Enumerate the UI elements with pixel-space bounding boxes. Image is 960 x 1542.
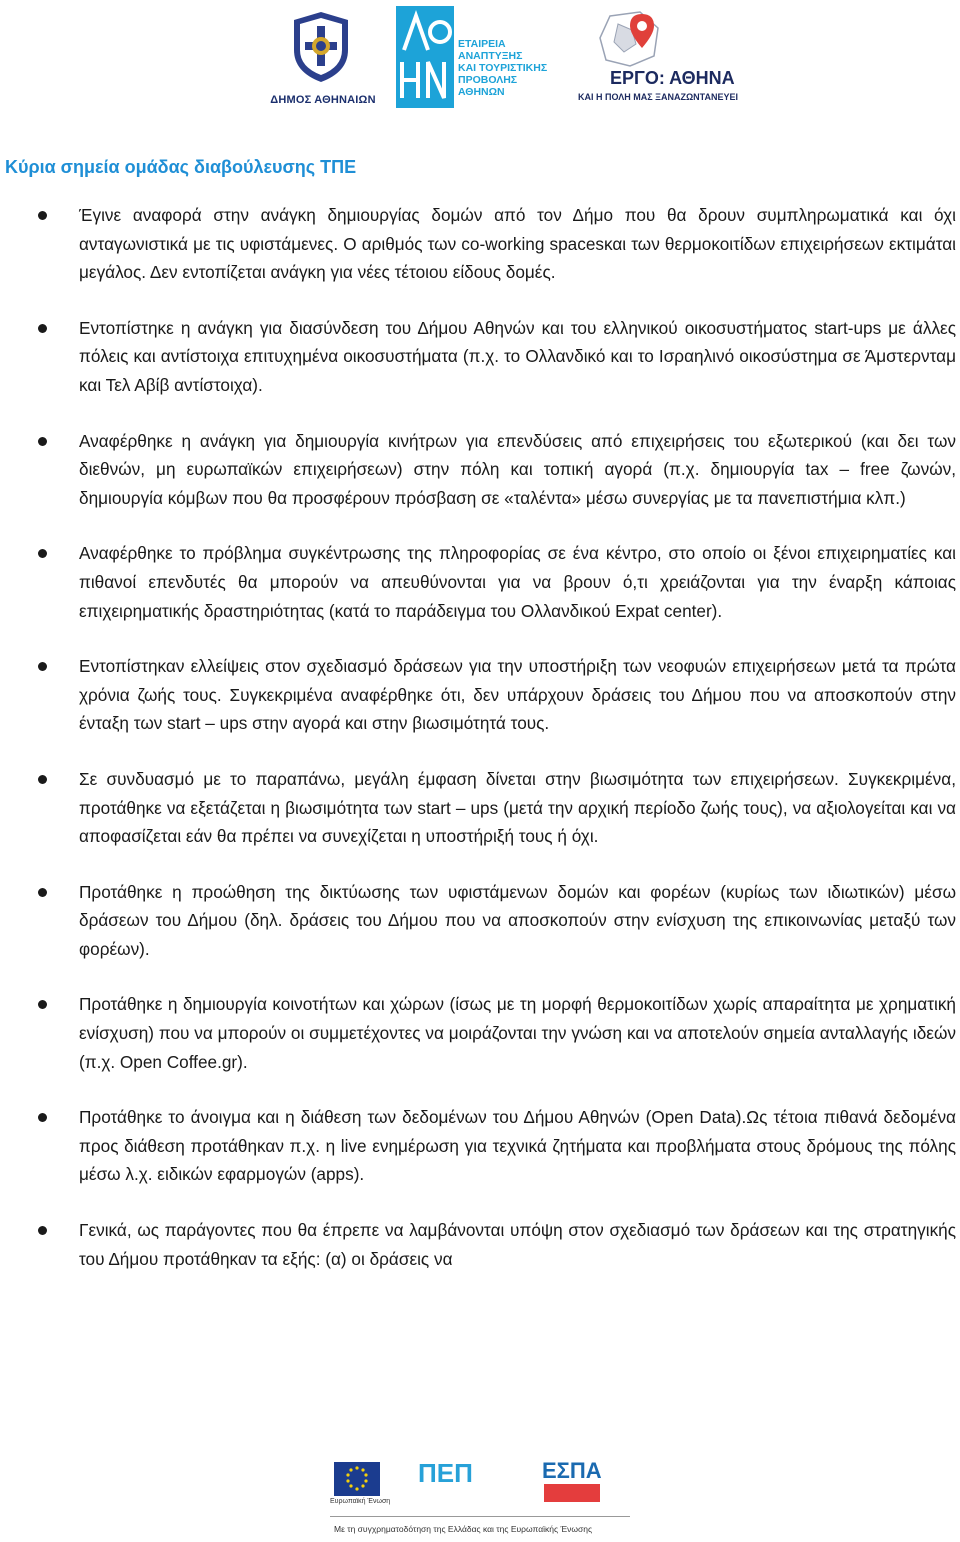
bullet-icon [38,1000,47,1009]
bullet-text: Προτάθηκε το άνοιγμα και η διάθεση των δεδομένων του Δήμου Αθηνών (Open Data).Ως τέτοια πιθανά δεδομένα προς διάθεση προτάθηκαν π.χ. η live ενημέρωση για τεχνικά ζητήματα και προβλήματα στους δρόμους της πόλης μέσω λ.χ. ειδικών εφαρμογών (apps). [79,1107,956,1185]
header-logos [0,6,960,116]
bullet-icon [38,324,47,333]
ead-logo-line: ΑΝΑΠΤΥΞΗΣ [458,50,523,62]
bullet-list [0,201,960,1273]
bullet-icon [38,775,47,784]
bullet-icon [38,437,47,446]
bullet-icon [38,1113,47,1122]
bullet-icon [38,888,47,897]
footer-caption: Με τη συγχρηματοδότηση της Ελλάδας και της Ευρωπαϊκής Ένωσης [334,1524,593,1534]
ead-logo-line: ΚΑΙ ΤΟΥΡΙΣΤΙΚΗΣ [458,62,548,74]
eu-label: Ευρωπαϊκή Ένωση [330,1498,391,1505]
athena-letters-icon [396,6,454,108]
espa-badge [544,1484,600,1502]
ergo-logo-title: ΕΡΓΟ: ΑΘΗΝΑ [610,68,735,88]
footer-logos [330,1458,630,1542]
bullet-item [0,314,956,400]
bullet-text: Εντοπίστηκε η ανάγκη για διασύνδεση του Δήμου Αθηνών και του ελληνικού οικοσυστήματος start-ups με άλλες πόλεις και αντίστοιχα επιτυχημένα οικοσυστήματα (π.χ. το Ολλανδικό και το Ισραηλινό οικοσύστημα σε Άμστερνταμ και Τελ Αβίβ αντίστοιχα). [79,317,956,395]
bullet-text: Αναφέρθηκε το πρόβλημα συγκέντρωσης της πληροφορίας σε ένα κέντρο, στο οποίο οι ξένοι επιχειρηματίες και πιθανοί επενδυτές θα μπορούν να απευθύνονται για να βρουν ό,τι χρειάζονται για την έναρξη κάποιας επιχειρηματικής δραστηριότητας (κατά το παράδειγμα του Ολλανδικού Expat center). [79,543,956,621]
bullet-text: Προτάθηκε η δημιουργία κοινοτήτων και χώρων (ίσως με τη μορφή θερμοκοιτίδων χωρίς απαραίτητα με χρηματική ενίσχυση) που να μπορούν οι συμμετέχοντες να μοιράζονται την γνώση και να αποτελούν σημεία ανταλλαγής ιδεών (π.χ. Open Coffee.gr). [79,994,956,1072]
bullet-text: Προτάθηκε η προώθηση της δικτύωσης των υφιστάμενων δομών και φορέων (κυρίως των ιδιωτικών) μέσω δράσεων του Δήμου (δηλ. δράσεις του Δήμου που να αποσκοπούν στην ενίσχυση της επικοινωνίας μεταξύ των φορέων). [79,881,956,959]
bullet-item [0,201,956,287]
bullet-item [0,990,956,1076]
bullet-icon [38,211,47,220]
bullet-text: Εντοπίστηκαν ελλείψεις στον σχεδιασμό δράσεων για την υποστήριξη των νεοφυών επιχειρήσεων μετά τα πρώτα χρόνια ζωής τους. Συγκεκριμένα αναφέρθηκε ότι, δεν υπάρχουν δράσεις του Δήμου που να αποσκοπούν στην ένταξη των start – ups στην αγορά και στην βιωσιμότητά τους. [79,656,956,734]
pep-logo-text: ΠΕΠ [418,1458,473,1488]
eu-flag-icon [334,1462,380,1496]
eu-stars-icon [334,1462,380,1496]
ead-logo-text [458,38,547,98]
bullet-item [0,1103,956,1189]
espa-logo-text: ΕΣΠΑ [542,1458,602,1483]
bullet-item [0,878,956,964]
map-pin-icon [570,8,662,70]
bullet-icon [38,662,47,671]
ead-athinon-logo [396,6,566,110]
bullet-text: Έγινε αναφορά στην ανάγκη δημιουργίας δομών από τον Δήμο που θα δρουν συμπληρωματικά και όχι ανταγωνιστικά με τις υφιστάμενες. Ο αριθμός των co-working spacesκαι των θερμοκοιτίδων επιχειρήσεων εκτιμάται μεγάλος. Δεν εντοπίζεται ανάγκη για νέες τέτοιου είδους δομές. [79,205,956,283]
ead-logo-line: ΠΡΟΒΟΛΗΣ [458,74,518,86]
bullet-text: Σε συνδυασμό με το παραπάνω, μεγάλη έμφαση δίνεται στην βιωσιμότητα των επιχειρήσεων. Συγκεκριμένα, προτάθηκε να εξετάζεται η βιωσιμότητα των start – ups (μετά την αρχική περίοδο ζωής τους), να αξιολογείται και να αποφασίζεται εάν θα πρέπει να συνεχίζεται η υποστήριξή τους ή όχι. [79,768,956,847]
document-title: Κύρια σημεία ομάδας διαβούλευσης ΤΠΕ [5,157,357,177]
footer-divider [330,1516,630,1517]
bullet-item [0,765,956,851]
ead-logo-line: ΑΘΗΝΩΝ [458,86,505,98]
bullet-icon [38,549,47,558]
bullet-item [0,652,956,738]
bullet-item [0,539,956,625]
dimos-athinaion-logo [262,10,384,110]
ergo-athina-logo [570,8,739,112]
bullet-text: Αναφέρθηκε η ανάγκη για δημιουργία κινήτρων για επενδύσεις από επιχειρήσεις του εξωτερικού (και δει των διεθνών, μη ευρωπαϊκών επιχειρήσεων) στην πόλη και τοπική αγορά (π.χ. δημιουργία tax – free ζωνών, δημιουργία κόμβων που θα προσφέρουν πρόσβαση σε «ταλέντα» μέσω συνεργίας με τα πανεπιστήμια κλπ.) [79,430,956,508]
bullet-item [0,427,956,513]
dimos-seal-icon [290,10,352,84]
ead-logo-line: ΕΤΑΙΡΕΙΑ [458,38,506,50]
ergo-logo-subtitle: ΚΑΙ Η ΠΟΛΗ ΜΑΣ ΞΑΝΑΖΩΝΤΑΝΕΥΕΙ [578,92,739,102]
bullet-text: Γενικά, ως παράγοντες που θα έπρεπε να λαμβάνονται υπόψη στον σχεδιασμό των δράσεων και της στρατηγικής του Δήμου προτάθηκαν τα εξής: (α) οι δράσεις να [79,1220,956,1269]
bullet-item [0,1216,956,1273]
dimos-logo-text: ΔΗΜΟΣ ΑΘΗΝΑΙΩΝ [270,94,376,106]
bullet-icon [38,1226,47,1235]
